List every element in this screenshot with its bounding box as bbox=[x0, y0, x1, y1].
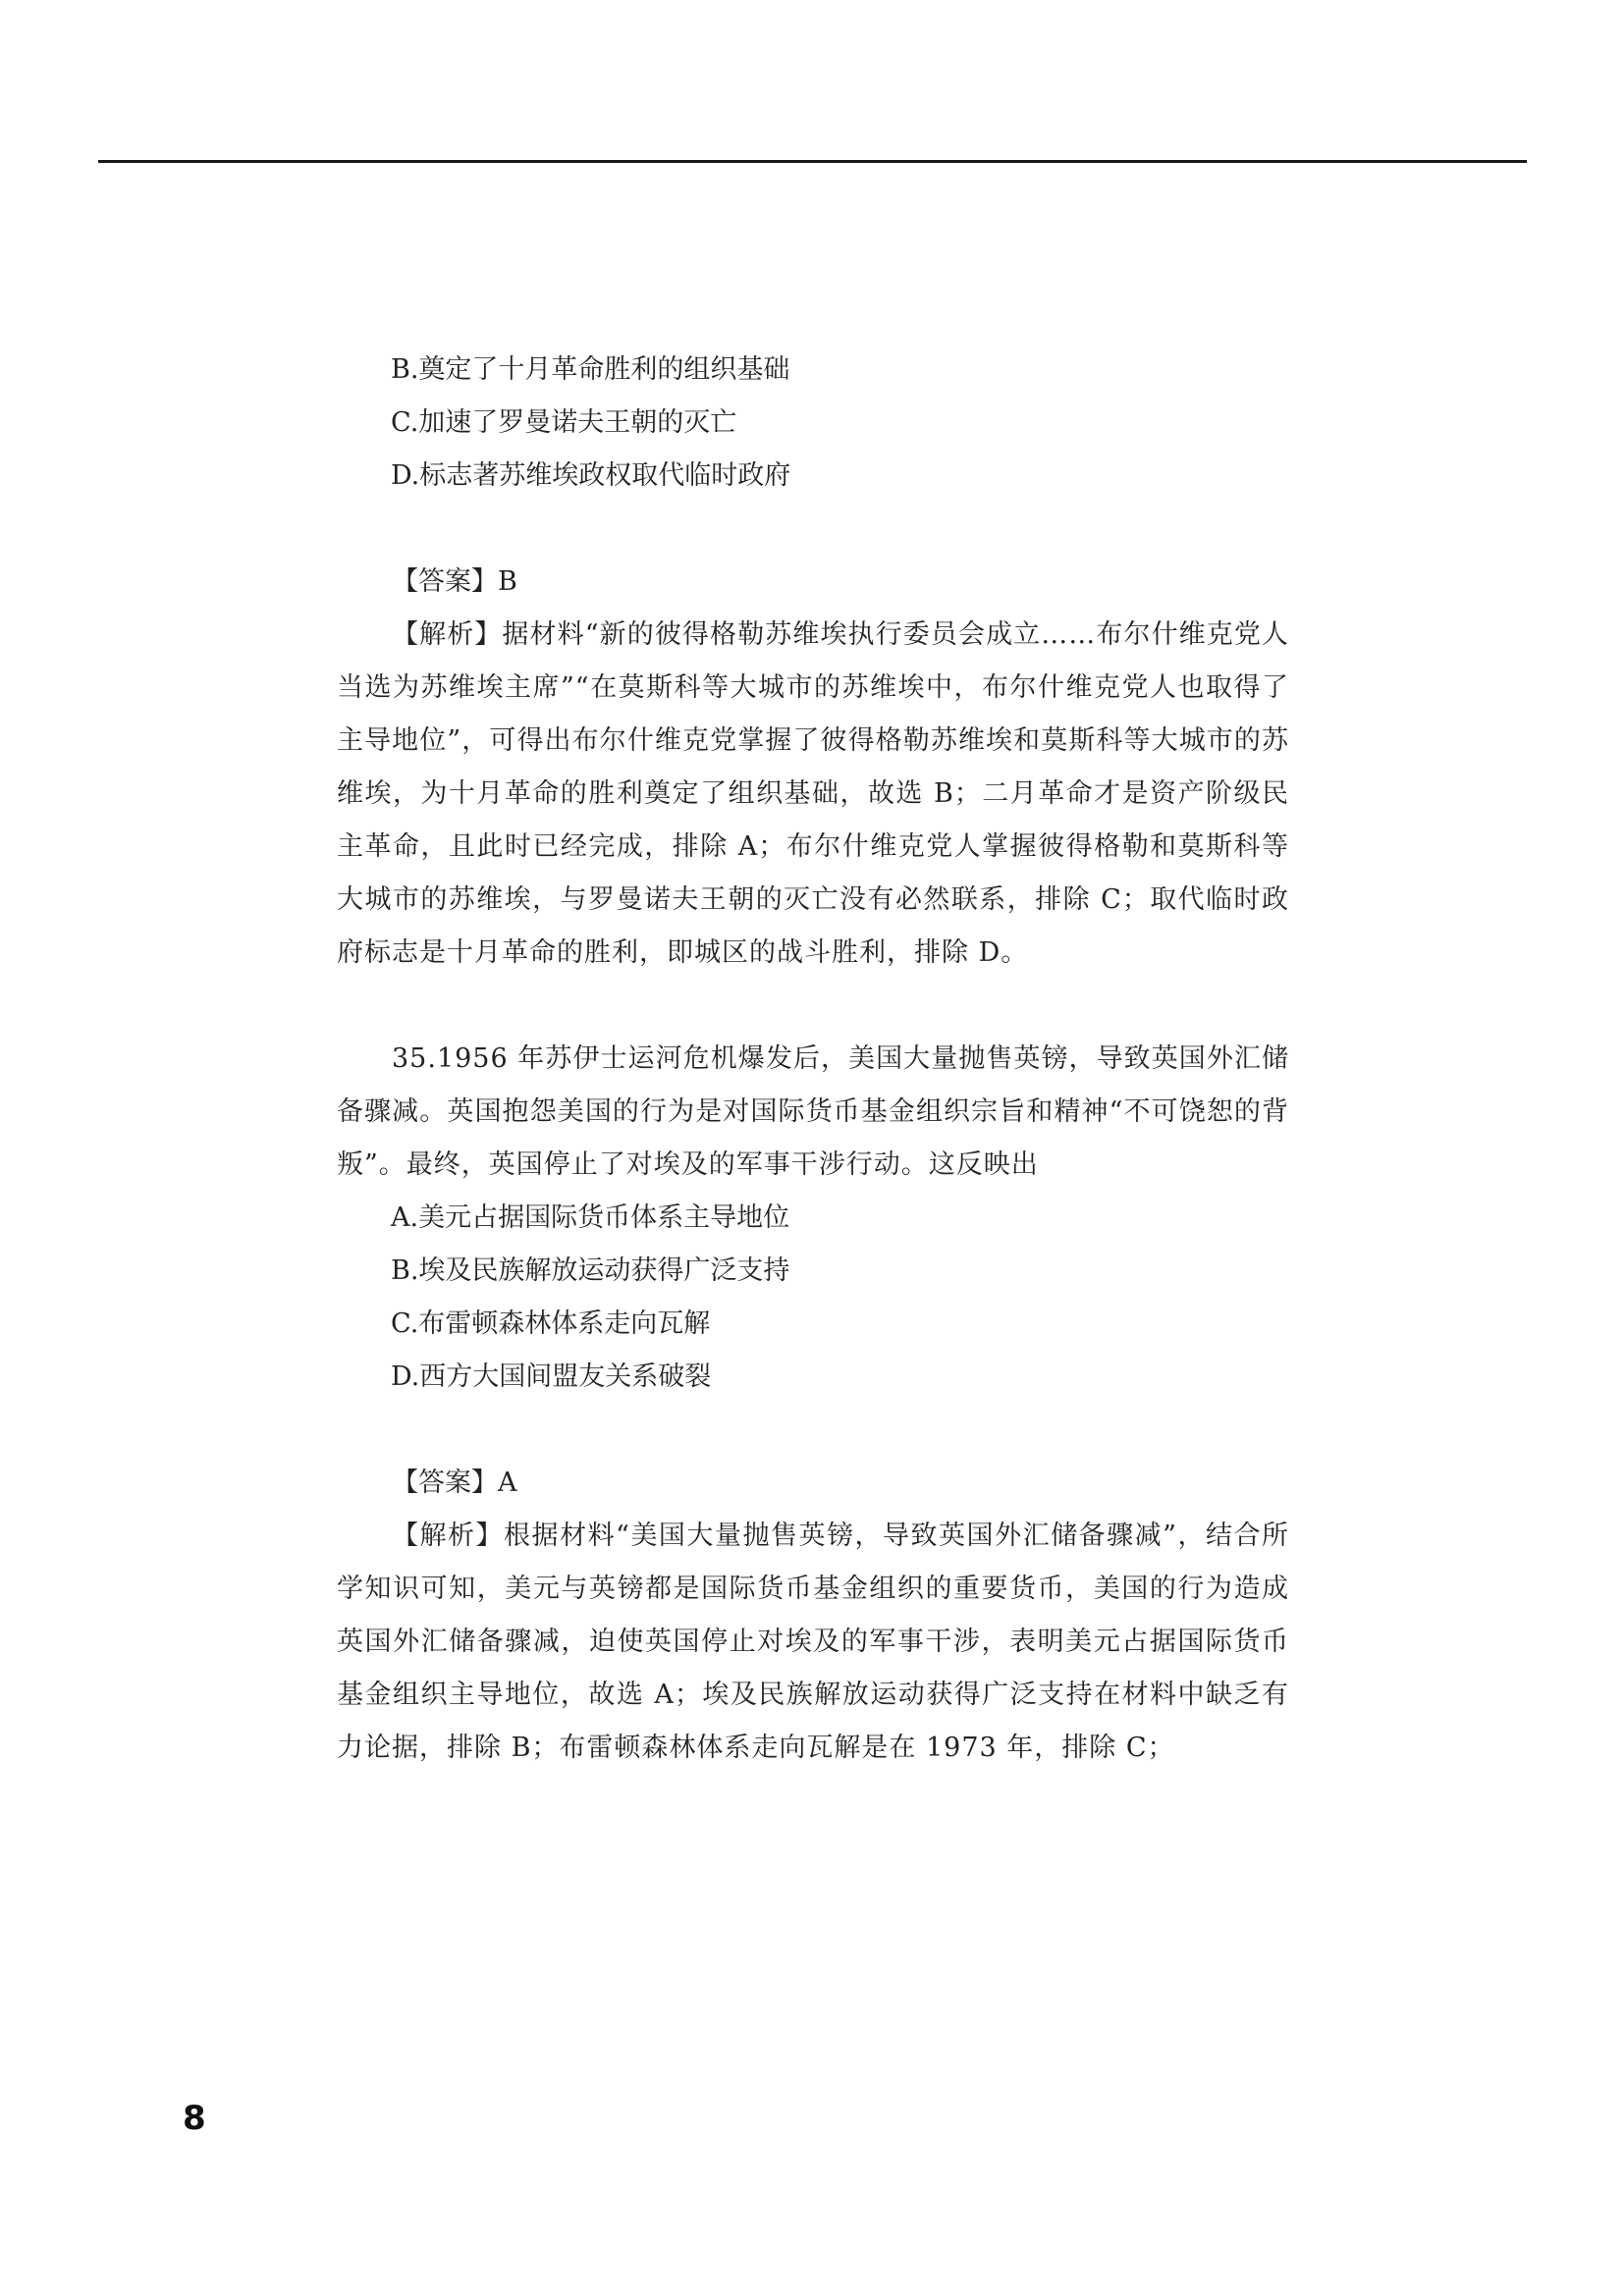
q35-analysis: 【解析】根据材料“美国大量抛售英镑，导致英国外汇储备骤减”，结合所学知识可知，美元与英镑都是国际货币基金组织的重要货币，美国的行为造成英国外汇储备骤减，迫使英国停止对埃及的军事干涉，表明美元占据国际货币基金组织主导地位，故选 A；埃及民族解放运动获得广泛支持在材料中缺乏有力论据，排除 B；布雷顿森林体系走向瓦解是在 1973 年，排除 C； bbox=[337, 1521, 1289, 1763]
page-content bbox=[337, 344, 1289, 1775]
page-number: 8 bbox=[183, 2099, 206, 2138]
q34-analysis: 【解析】据材料“新的彼得格勒苏维埃执行委员会成立……布尔什维克党人当选为苏维埃主席”“在莫斯科等大城市的苏维埃中，布尔什维克党人也取得了主导地位”，可得出布尔什维克党掌握了彼得格勒苏维埃和莫斯科等大城市的苏维埃，为十月革命的胜利奠定了组织基础，故选 B；二月革命才是资产阶级民主革命，且此时已经完成，排除 A；布尔什维克党人掌握彼得格勒和莫斯科等大城市的苏维埃，与罗曼诺夫王朝的灭亡没有必然联系，排除 C；取代临时政府标志是十月革命的胜利，即城区的战斗胜利，排除 D。 bbox=[337, 619, 1289, 968]
q35-option-c: C.布雷顿森林体系走向瓦解 bbox=[391, 1308, 711, 1339]
q35-option-b: B.埃及民族解放运动获得广泛支持 bbox=[391, 1255, 790, 1286]
q35-option-d: D.西方大国间盟友关系破裂 bbox=[391, 1362, 712, 1392]
q34-option-c: C.加速了罗曼诺夫王朝的灭亡 bbox=[391, 407, 737, 438]
q35-stem: 35.1956 年苏伊士运河危机爆发后，美国大量抛售英镑，导致英国外汇储备骤减。英国抱怨美国的行为是对国际货币基金组织宗旨和精神“不可饶恕的背叛”。最终，英国停止了对埃及的军事干涉行动。这反映出 bbox=[337, 1043, 1289, 1180]
header-rule bbox=[98, 160, 1527, 163]
q35-answer: 【答案】A bbox=[392, 1468, 517, 1498]
q35-option-a: A.美元占据国际货币体系主导地位 bbox=[391, 1202, 790, 1233]
q34-option-b: B.奠定了十月革命胜利的组织基础 bbox=[391, 354, 790, 385]
q34-answer: 【答案】B bbox=[392, 566, 517, 597]
q34-option-d: D.标志著苏维埃政权取代临时政府 bbox=[391, 460, 791, 491]
